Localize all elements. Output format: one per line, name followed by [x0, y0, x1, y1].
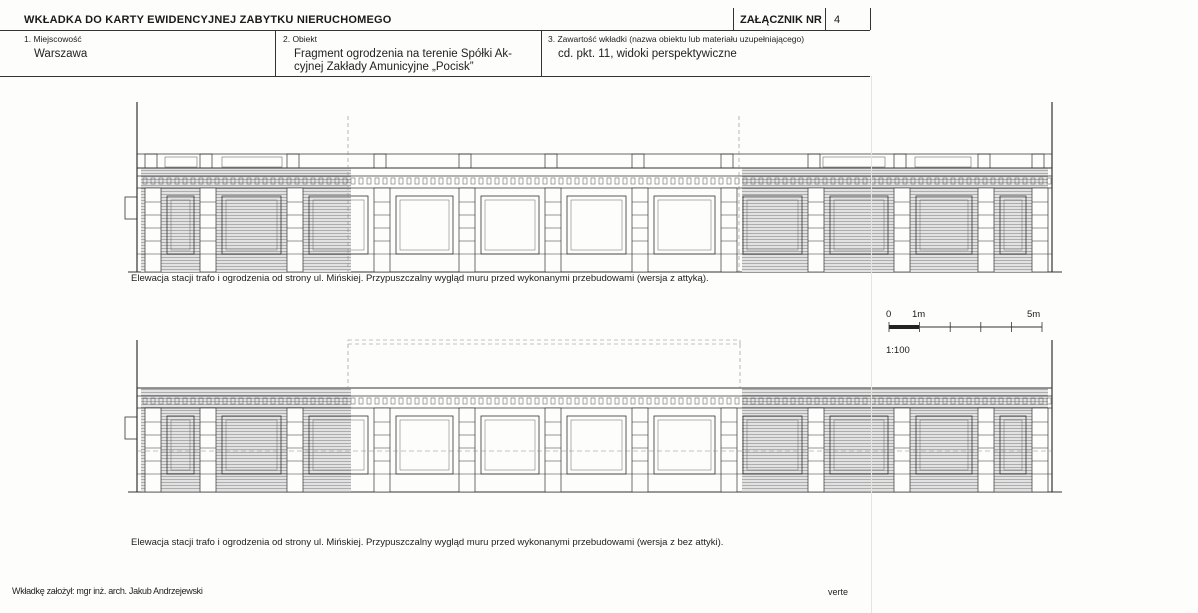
pilaster — [287, 408, 303, 492]
wall-panel — [396, 416, 453, 474]
cornice-dentil — [463, 398, 467, 404]
cornice-dentil — [663, 398, 667, 404]
attic-pier — [808, 154, 820, 168]
cornice-dentil — [535, 178, 539, 184]
attachment-divider-left — [733, 8, 734, 30]
cornice-dentil — [439, 178, 443, 184]
cornice-dentil — [727, 398, 731, 404]
wall-panel-inner — [658, 420, 711, 470]
pilaster — [808, 408, 824, 492]
wall-panel — [567, 196, 626, 254]
cornice-dentil — [519, 178, 523, 184]
object-value-line1: Fragment ogrodzenia na terenie Spółki Ak- — [294, 48, 512, 60]
verte-note: verte — [828, 587, 849, 597]
cornice-dentil — [359, 178, 363, 184]
cornice-dentil — [719, 178, 723, 184]
pilaster — [145, 188, 161, 272]
cornice-dentil — [367, 398, 371, 404]
pilaster — [978, 188, 994, 272]
cornice-dentil — [711, 178, 715, 184]
locality-label: 1. Miejscowość — [24, 34, 82, 44]
cornice-dentil — [583, 398, 587, 404]
cornice-dentil — [599, 178, 603, 184]
cornice-dentil — [375, 178, 379, 184]
locality-value: Warszawa — [34, 48, 88, 60]
pilaster — [721, 408, 737, 492]
cornice-dentil — [535, 398, 539, 404]
attic-pier — [145, 154, 157, 168]
content-label: 3. Zawartość wkładki (nazwa obiektu lub materiału uzupełniającego) — [548, 34, 805, 44]
cornice-dentil — [495, 398, 499, 404]
cornice-dentil — [671, 178, 675, 184]
cornice-dentil — [727, 178, 731, 184]
cornice-dentil — [479, 178, 483, 184]
scale-ratio: 1:100 — [886, 345, 910, 356]
wall-panel-inner — [400, 200, 449, 250]
pilaster — [808, 188, 824, 272]
cornice-dentil — [375, 398, 379, 404]
scale-label-five-meters: 5m — [1027, 309, 1041, 320]
cornice-dentil — [391, 398, 395, 404]
cornice-dentil — [695, 398, 699, 404]
cornice-dentil — [431, 178, 435, 184]
cornice-dentil — [511, 178, 515, 184]
cornice-dentil — [663, 178, 667, 184]
wall-panel — [481, 416, 539, 474]
attic-pier — [1032, 154, 1044, 168]
fields-bottom-rule — [0, 76, 870, 77]
wall-panel — [654, 196, 715, 254]
pilaster — [1032, 188, 1048, 272]
cornice-dentil — [575, 178, 579, 184]
attic-panel — [915, 157, 971, 167]
cornice-dentil — [615, 398, 619, 404]
card-title: WKŁADKA DO KARTY EWIDENCYJNEJ ZABYTKU NIERUCHOMEGO — [24, 14, 392, 26]
pilaster — [978, 408, 994, 492]
pilaster — [1032, 408, 1048, 492]
attic-pier — [374, 154, 386, 168]
cornice-dentil — [567, 178, 571, 184]
cornice-dentil — [639, 178, 643, 184]
field-divider-1 — [275, 30, 276, 76]
attic-pier — [459, 154, 471, 168]
brick-section-left — [141, 388, 351, 492]
cornice-dentil — [527, 398, 531, 404]
attachment-divider-right — [825, 8, 826, 30]
cornice-dentil — [567, 398, 571, 404]
cornice-dentil — [447, 398, 451, 404]
cornice-dentil — [519, 398, 523, 404]
object-label: 2. Obiekt — [283, 34, 318, 44]
pilaster — [545, 408, 561, 492]
pilaster — [374, 188, 390, 272]
cornice-dentil — [511, 398, 515, 404]
cornice-dentil — [583, 178, 587, 184]
wall-panel — [567, 416, 626, 474]
cornice-dentil — [415, 398, 419, 404]
cornice-dentil — [591, 398, 595, 404]
cornice-dentil — [623, 398, 627, 404]
cornice-dentil — [399, 398, 403, 404]
cornice-dentil — [503, 398, 507, 404]
cornice-dentil — [359, 398, 363, 404]
cornice-dentil — [559, 398, 563, 404]
cornice-dentil — [471, 178, 475, 184]
attic-pier — [287, 154, 299, 168]
cornice-dentil — [639, 398, 643, 404]
cornice-dentil — [543, 178, 547, 184]
cornice-dentil — [407, 398, 411, 404]
cornice-dentil — [687, 398, 691, 404]
pilaster — [632, 408, 648, 492]
wall-panel-inner — [658, 200, 711, 250]
bottom-elevation-caption: Elewacja stacji trafo i ogrodzenia od strony ul. Mińskiej. Przypuszczalny wygląd muru przed wykonanymi przebudowami (wersja z bez attyki). — [131, 537, 724, 548]
side-bracket — [125, 197, 137, 219]
scale-label-zero: 0 — [886, 309, 892, 320]
attic-pier — [721, 154, 733, 168]
cornice-dentil — [703, 398, 707, 404]
cornice-dentil — [719, 398, 723, 404]
pilaster — [459, 408, 475, 492]
pilaster — [200, 188, 216, 272]
cornice-dentil — [735, 178, 739, 184]
cornice-dentil — [607, 398, 611, 404]
cornice-dentil — [735, 398, 739, 404]
cornice-dentil — [351, 178, 355, 184]
cornice-dentil — [711, 398, 715, 404]
cornice-dentil — [551, 398, 555, 404]
fold-line — [871, 76, 872, 613]
pilaster — [894, 188, 910, 272]
header-right-edge — [870, 8, 871, 30]
cornice-dentil — [383, 178, 387, 184]
cornice-dentil — [431, 398, 435, 404]
cornice-dentil — [695, 178, 699, 184]
cornice-dentil — [559, 178, 563, 184]
cornice-dentil — [495, 178, 499, 184]
field-divider-2 — [541, 30, 542, 76]
cornice-dentil — [631, 178, 635, 184]
elevation-drawings — [0, 90, 1198, 570]
wall-panel — [481, 196, 539, 254]
cornice-dentil — [383, 398, 387, 404]
object-value-line2: cyjnej Zakłady Amunicyjne „Pocisk” — [294, 61, 474, 73]
cornice-dentil — [391, 178, 395, 184]
attic-panel — [165, 157, 197, 167]
cornice-dentil — [631, 398, 635, 404]
cornice-dentil — [367, 178, 371, 184]
wall-panel-inner — [485, 200, 535, 250]
attic-pier — [894, 154, 906, 168]
cornice-dentil — [407, 178, 411, 184]
pilaster — [721, 188, 737, 272]
pilaster — [374, 408, 390, 492]
cornice-dentil — [679, 398, 683, 404]
wall-panel — [654, 416, 715, 474]
cornice-dentil — [615, 178, 619, 184]
cornice-dentil — [687, 178, 691, 184]
pilaster — [459, 188, 475, 272]
cornice-dentil — [487, 178, 491, 184]
scale-label-one-meter: 1m — [912, 309, 926, 320]
top-elevation-caption: Elewacja stacji trafo i ogrodzenia od strony ul. Mińskiej. Przypuszczalny wygląd muru przed wykonanymi przebudowami (wersja z attyką). — [131, 273, 709, 284]
cornice-dentil — [543, 398, 547, 404]
attic-panel — [222, 157, 282, 167]
wall-panel — [396, 196, 453, 254]
attic-pier — [200, 154, 212, 168]
header-bottom-rule — [0, 30, 870, 31]
content-value: cd. pkt. 11, widoki perspektywiczne — [558, 48, 737, 60]
cornice-dentil — [487, 398, 491, 404]
cornice-dentil — [647, 178, 651, 184]
cornice-dentil — [551, 178, 555, 184]
pilaster — [894, 408, 910, 492]
cornice-dentil — [607, 178, 611, 184]
cornice-dentil — [439, 398, 443, 404]
cornice-dentil — [671, 398, 675, 404]
attachment-label: ZAŁĄCZNIK NR — [740, 14, 822, 26]
cornice-dentil — [679, 178, 683, 184]
attic-pier — [545, 154, 557, 168]
author-note: Wkładkę założył: mgr inż. arch. Jakub Andrzejewski — [12, 586, 203, 596]
cornice-dentil — [423, 398, 427, 404]
cornice-dentil — [415, 178, 419, 184]
attachment-number: 4 — [834, 14, 841, 26]
wall-panel-inner — [485, 420, 535, 470]
pilaster — [287, 188, 303, 272]
attic-pier — [632, 154, 644, 168]
pilaster — [545, 188, 561, 272]
cornice-dentil — [703, 178, 707, 184]
wall-panel-inner — [571, 200, 622, 250]
cornice-dentil — [647, 398, 651, 404]
brick-section-left — [141, 168, 351, 272]
wall-panel-inner — [571, 420, 622, 470]
pilaster — [632, 188, 648, 272]
cornice-dentil — [623, 178, 627, 184]
guide-frame — [348, 340, 740, 344]
cornice-dentil — [591, 178, 595, 184]
cornice-dentil — [479, 398, 483, 404]
cornice-dentil — [399, 178, 403, 184]
cornice-dentil — [351, 398, 355, 404]
wall-panel-inner — [400, 420, 449, 470]
cornice-dentil — [575, 398, 579, 404]
cornice-dentil — [471, 398, 475, 404]
cornice-dentil — [447, 178, 451, 184]
scale-bar-first-meter — [889, 325, 919, 329]
cornice-dentil — [655, 178, 659, 184]
attic-panel — [823, 157, 885, 167]
side-bracket — [125, 417, 137, 439]
cornice-dentil — [599, 398, 603, 404]
cornice-dentil — [463, 178, 467, 184]
pilaster — [145, 408, 161, 492]
cornice-dentil — [655, 398, 659, 404]
cornice-dentil — [527, 178, 531, 184]
cornice-dentil — [455, 398, 459, 404]
cornice-dentil — [423, 178, 427, 184]
cornice-dentil — [503, 178, 507, 184]
pilaster — [200, 408, 216, 492]
cornice-dentil — [455, 178, 459, 184]
attic-pier — [978, 154, 990, 168]
